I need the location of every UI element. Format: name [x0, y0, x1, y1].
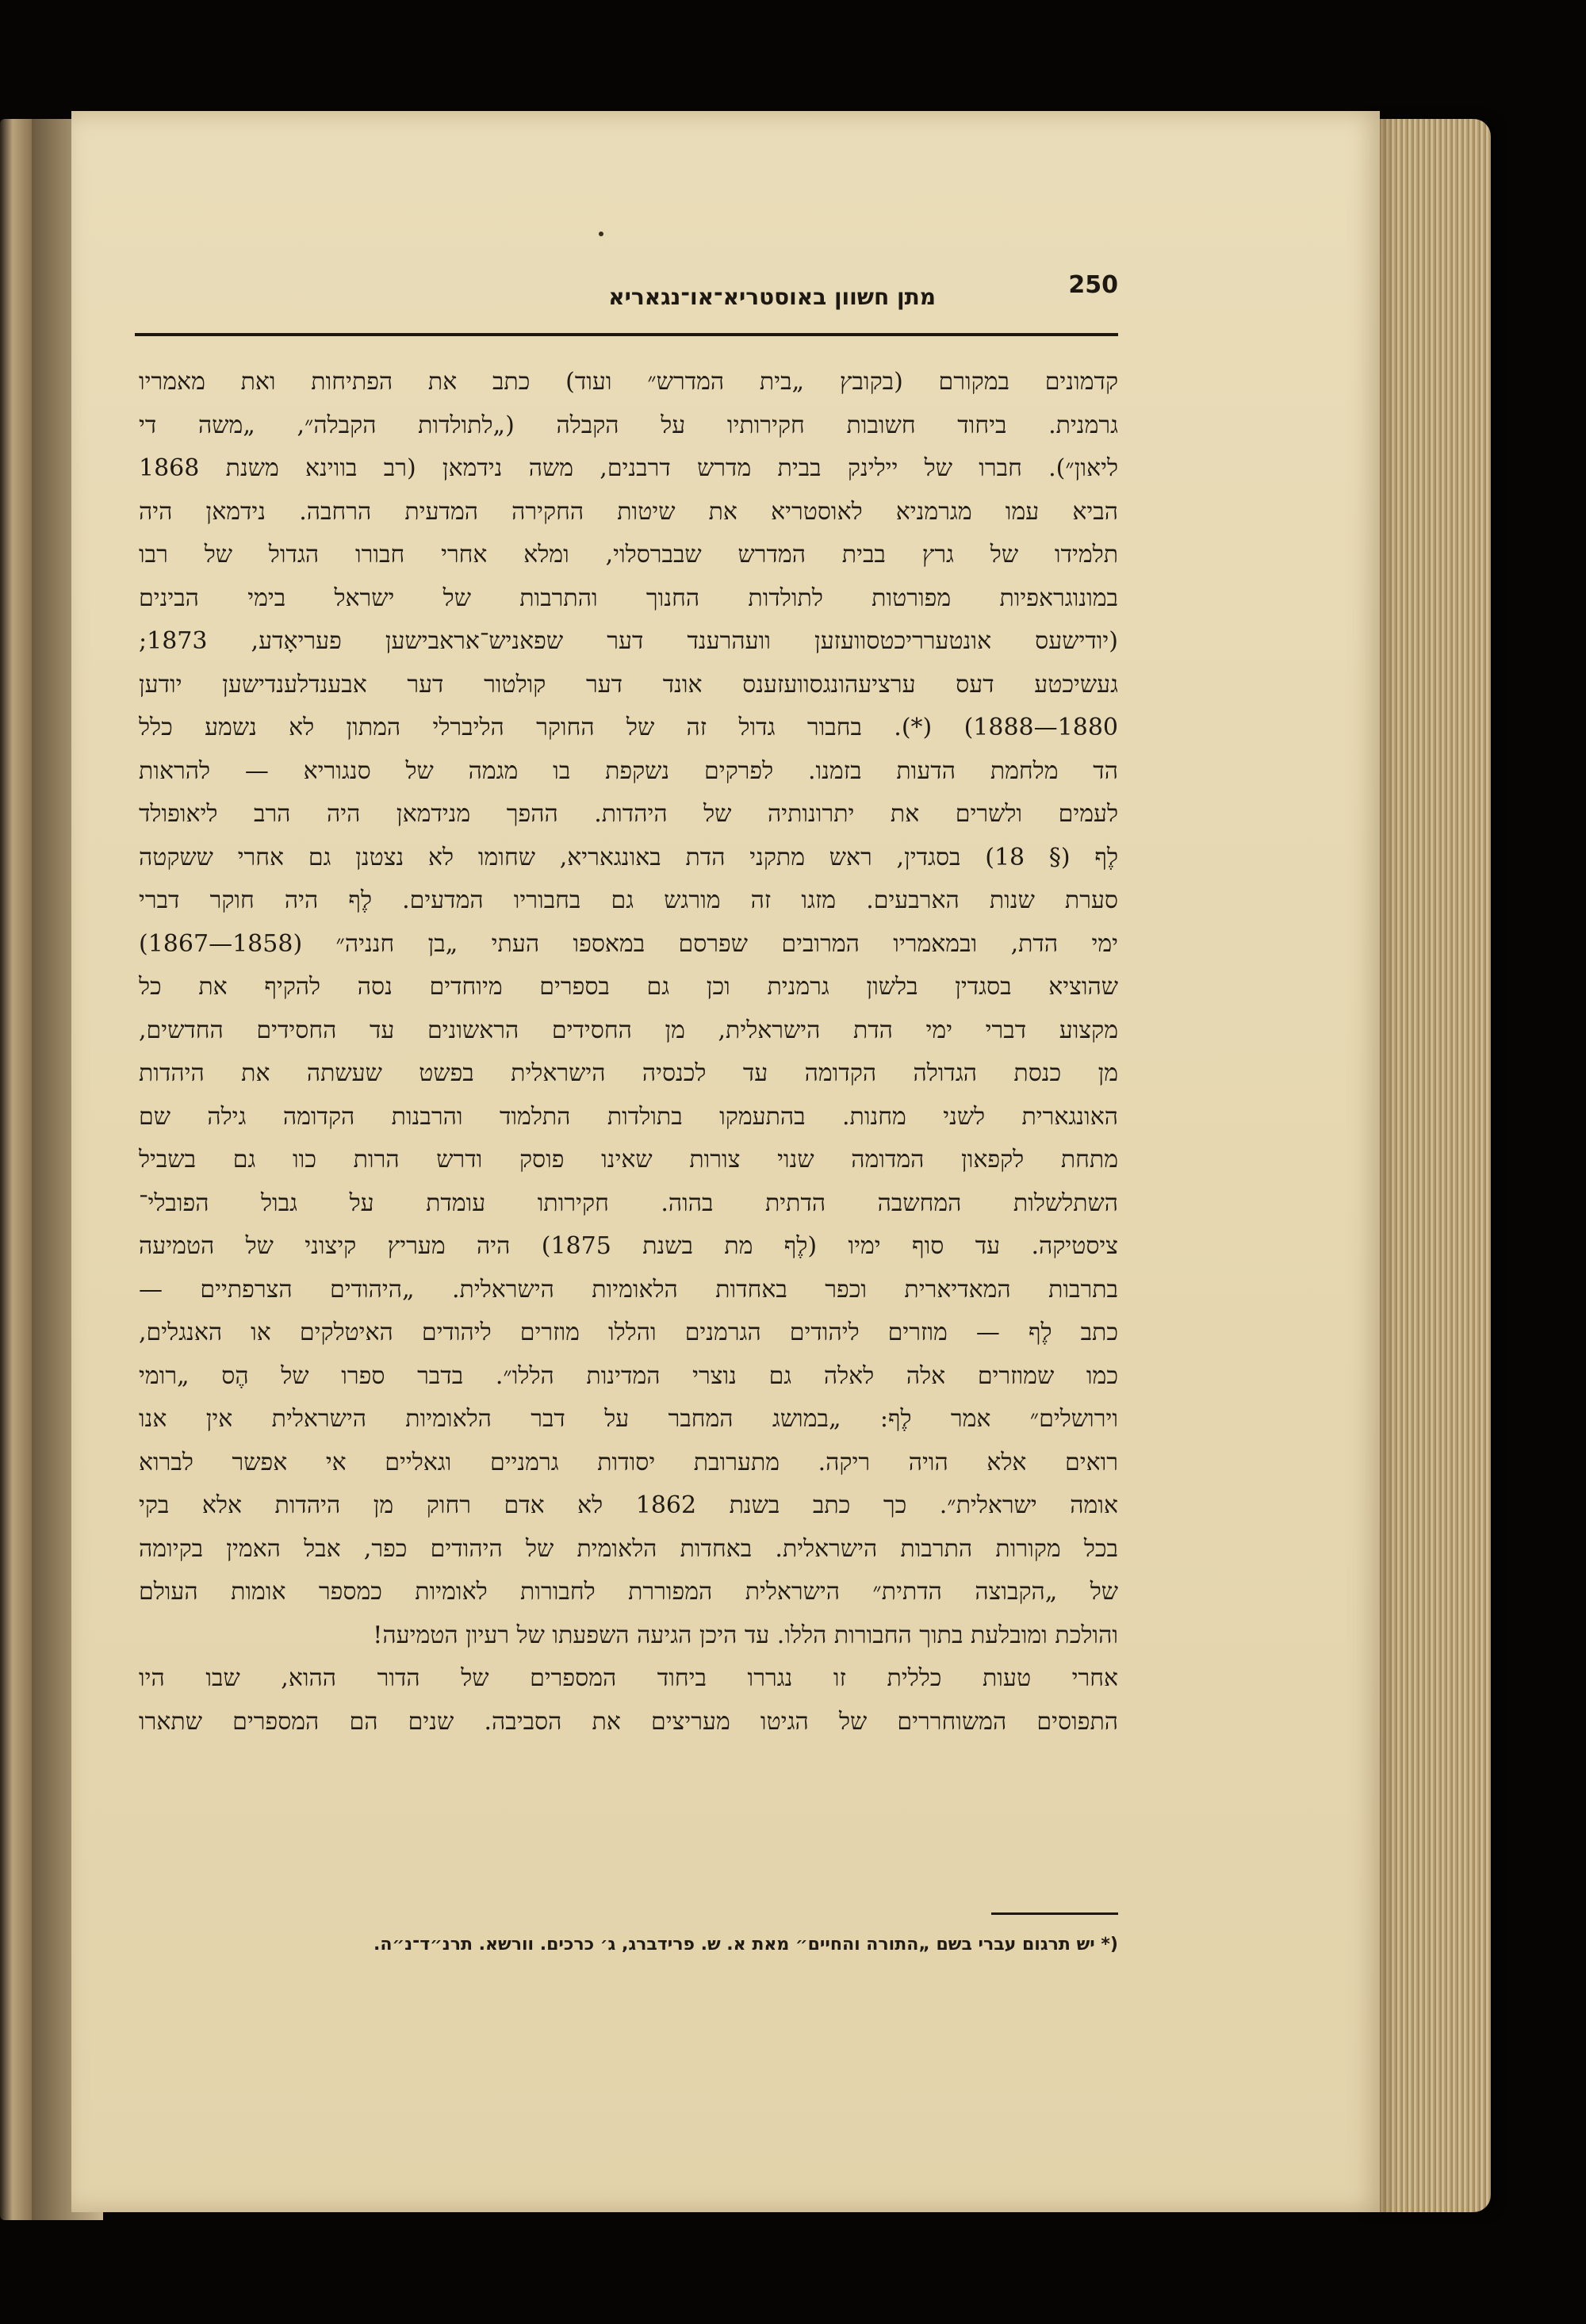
- text-line: במונוגראפיות מפורטות לתולדות החנוך והתרבות של ישראל בימי הבינים: [139, 584, 1118, 612]
- text-line: בכל מקורות התרבות הישראלית. באחדות הלאומית של היהודים כפר, אבל האמין בקיומה: [139, 1534, 1118, 1563]
- text-line: מתחת לקפאון המדומה שנוי צורות שאינו פוסק ודרש הרות כוו גם בשביל: [139, 1146, 1118, 1173]
- left-page-edge: [0, 119, 32, 2220]
- text-line: מן כנסת הגדולה הקדומה עד לכנסיה הישראלית בפשט שעשתה את היהדות: [139, 1059, 1118, 1087]
- text-line: ציסטיקה. עד סוף ימיו (לֶף מת בשנת 1875) היה מעריץ קיצוני של הטמיעה: [139, 1232, 1118, 1260]
- text-line: לעמים ולשרים את יתרונותיה של היהדות. ההפך מנידמאן היה הרב ליאופולד: [139, 800, 1118, 828]
- right-page-edges: [1364, 119, 1491, 2212]
- text-line: וירושלים״ אמר לֶף: „במושג המחבר על דבר הלאומיות הישראלית אין אנו: [139, 1405, 1118, 1433]
- text-line: שהוציא בסגדין בלשון גרמנית וכן גם בספרים מיוחדים נסה להקיף את כל: [139, 973, 1118, 1001]
- text-line: תלמידו של גרץ בבית המדרש שבברסלוי, ומלא אחרי חבורו הגדול של רבו: [139, 541, 1118, 569]
- text-line: אחרי טעות כללית זו נגררו ביחוד המספרים של הדור ההוא, שבו היו: [139, 1664, 1118, 1692]
- text-line: 1880—1888) (*). בחבור גדול זה של החוקר הליברלי המתון לא נשמע כלל: [139, 714, 1118, 741]
- header-rule: [135, 333, 1118, 336]
- text-line: הד מלחמת הדעות בזמנו. לפרקים נשקפת בו מגמה של סנגוריא — להראות: [139, 756, 1118, 785]
- page-header: [135, 270, 1118, 325]
- running-head: מתן חשוון באוסטריא־או־נגאריא: [608, 284, 936, 310]
- text-line: כתב לֶף — מוזרים ליהודים הגרמנים והללו מוזרים ליהודים האיטלקים או האנגלים,: [139, 1319, 1118, 1346]
- text-line: סערת שנות הארבעים. מזגו זה מורגש גם בחבוריו המדעים. לֶף היה חוקר דברי: [139, 886, 1118, 914]
- page-number: 250: [1068, 271, 1118, 299]
- text-line: התפוסים המשוחררים של הגיטו מעריצים את הסביבה. שנים הם המספרים שתארו: [139, 1707, 1118, 1736]
- footnote-rule: [991, 1912, 1118, 1915]
- text-line: כמו שמוזרים אלה לאלה גם נוצרי המדינות הללו״. בדבר ספרו של הֶס „רומי: [139, 1361, 1118, 1390]
- text-line: הביא עמו מגרמניא לאוסטריא את שיטות החקירה המדעית הרחבה. נידמאן היה: [139, 497, 1118, 526]
- text-line: האונגארית לשני מחנות. בהתעמקו בתולדות התלמוד והרבנות הקדומה גילה שם: [139, 1102, 1118, 1131]
- text-line: של „הקבוצה הדתית״ הישראלית המפוררת לחבורות לאומיות כמספר אומות העולם: [139, 1578, 1118, 1606]
- text-line: מקצוע דברי ימי הדת הישראלית, מן החסידים הראשונים עד החסידים החדשים,: [139, 1016, 1118, 1044]
- footnote: (* יש תרגום עברי בשם „התורה והחיים״ מאת א. ש. פרידברג, ג׳ כרכים. וורשא. תרנ״ד־נ״ה.: [374, 1935, 1118, 1955]
- text-line: בתרבות המאדיארית וכפר באחדות הלאומיות הישראלית. „היהודים הצרפתיים —: [139, 1275, 1118, 1304]
- text-line: קדמונים במקורם (בקובץ „בית המדרש״ ועוד) כתב את הפתיחות ואת מאמריו: [139, 368, 1118, 396]
- text-line: והולכת ומובלעת בתוך החבורות הללו. עד היכן הגיעה השפעתו של רעיון הטמיעה!: [373, 1621, 1118, 1649]
- text-line: גרמנית. ביחוד חשובות חקירותיו על הקבלה („לתולדות הקבלה״, „משה די: [139, 411, 1118, 439]
- text-line: ימי הדת, ובמאמריו המרובים שפרסם במאספו העתי „בן חנניה״ (1858—1867): [139, 929, 1118, 958]
- text-line: ליאון״). חברו של יילינק בבית מדרש דרבנים, משה נידמאן (רב בווינא משנת 1868: [139, 454, 1118, 482]
- text-line: רואים אלא הויה ריקה. מתערובת יסודות גרמניים וגאליים אי אפשר לברוא: [139, 1448, 1118, 1476]
- text-line: געשיכטע דעס ערציעהונגסוועזענס אונד דער קולטור דער אבענדלענדישען יודען: [139, 670, 1118, 699]
- text-line: השתלשלות המחשבה הדתית בהוה. חקירותו עומדת על גבול הפובלי־: [139, 1189, 1118, 1217]
- text-line: לֶף (§ 18) בסגדין, ראש מתקני הדת באונגאריא, שחומו לא נצטנן גם אחרי ששקטה: [139, 843, 1118, 871]
- text-line: (יודישעס אונטערריכטסוועזען וועהרענד דער שפאניש־אראבישען פעריאָדע, 1873;: [139, 627, 1118, 655]
- body-text: [139, 361, 1118, 1744]
- text-line: אומה ישראלית״. כך כתב בשנת 1862 לא אדם רחוק מן היהדות אלא בקי: [139, 1491, 1118, 1519]
- dust-speck: [599, 232, 603, 236]
